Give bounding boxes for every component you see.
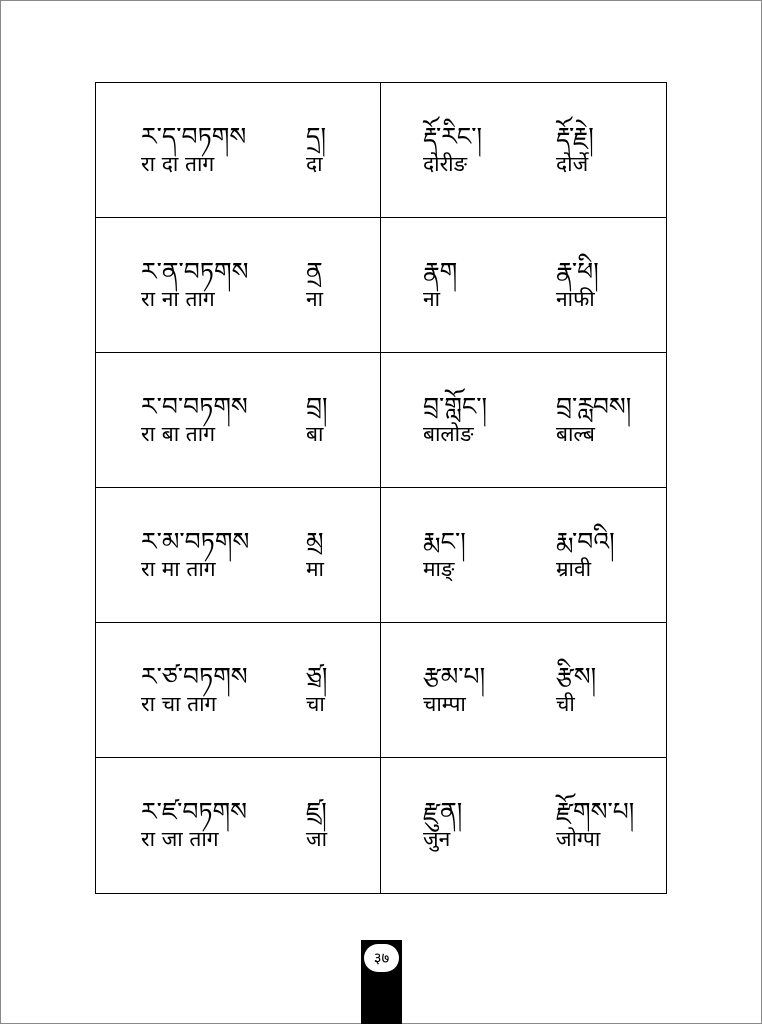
word-entry [556,258,599,312]
tibetan-text: བྲ་རླབས། [556,392,632,421]
word-entry [141,663,248,717]
word-entry [141,798,247,852]
tibetan-text: ནྲ [306,257,323,286]
devanagari-text: रा चा ताग [141,692,217,716]
table-cell [381,488,666,623]
table-cell [96,353,381,488]
word-entry [141,258,248,312]
devanagari-text: रा दा ताग [141,152,215,176]
word-entry [423,528,466,582]
word-entry [141,393,248,447]
word-entry [556,663,596,717]
table-cell [381,83,666,218]
table-cell [381,623,666,758]
tibetan-text: རྡོ་རྗེ། [556,122,594,151]
page-number-tab [361,940,402,1024]
tibetan-text: དྲ། [306,122,327,151]
tibetan-text: ར་ད་བཏགས [141,122,247,151]
word-entry [306,258,323,312]
word-entry [423,123,482,177]
page-number: ३७ [364,944,399,972]
word-entry [423,798,462,852]
table-cell [96,623,381,758]
tibetan-text: ར་ཛ་བཏགས [141,797,248,826]
devanagari-text: बाल्ब [556,422,595,446]
tibetan-text: རྩམ་པ། [423,662,486,691]
devanagari-text: नाफी [556,287,595,311]
tibetan-text: རྣ་ཕི། [556,257,599,286]
word-entry [141,528,249,582]
devanagari-text: म्रावी [556,557,592,581]
word-entry [306,798,327,852]
tibetan-text: ར་ན་བཏགས [141,257,249,286]
devanagari-text: ची [556,692,575,716]
devanagari-text: दा [306,152,323,176]
tibetan-text: ར་མ་བཏགས [141,527,250,556]
word-entry [306,123,326,177]
word-entry [556,123,594,177]
devanagari-text: बा [306,422,324,446]
devanagari-text: ना [306,287,324,311]
devanagari-text: चा [306,692,325,716]
devanagari-text: बालोङ [423,422,474,446]
devanagari-text: चाम्पा [423,692,466,716]
tibetan-text: རྨང་། [423,527,466,556]
devanagari-text: जुन [423,827,451,851]
tibetan-text: རྩིས། [556,662,597,691]
tibetan-text: རྣག [423,257,458,286]
word-entry [556,528,615,582]
devanagari-text: रा जा ताग [141,827,219,851]
table-cell [96,218,381,353]
table-cell [96,488,381,623]
tibetan-text: ར་ཙ་བཏགས [141,662,248,691]
word-entry [306,528,324,582]
word-entry [556,393,631,447]
table-cell [96,83,381,218]
table-cell [381,218,666,353]
devanagari-text: रा बा ताग [141,422,216,446]
word-entry [423,663,485,717]
devanagari-text: दोरीङ [423,152,467,176]
devanagari-text: ना [423,287,441,311]
word-entry [423,393,487,447]
table-cell [96,758,381,893]
devanagari-text: दोर्जे [556,152,589,176]
tibetan-text: ཙྲ། [306,662,328,691]
word-entry [306,393,328,447]
devanagari-text: जोग्पा [556,827,601,851]
tibetan-text: བྲ། [306,392,328,421]
devanagari-text: मा [306,557,324,581]
tibetan-text: ར་བ་བཏགས [141,392,248,421]
devanagari-text: माङ् [423,557,455,581]
word-entry [306,663,327,717]
tibetan-text: རྡོ་རིང་། [423,122,483,151]
word-entry [141,123,246,177]
tibetan-text: རྫུན། [423,797,463,826]
word-entry [423,258,457,312]
devanagari-text: जा [306,827,328,851]
devanagari-text: रा ना ताग [141,287,215,311]
table-cell [381,353,666,488]
tibetan-text: མྲ [306,527,324,556]
word-table [95,82,667,894]
table-cell [381,758,666,893]
tibetan-text: རྫོགས་པ། [556,797,635,826]
tibetan-text: ཛྲ། [306,797,327,826]
devanagari-text: रा मा ताग [141,557,216,581]
word-entry [556,798,634,852]
tibetan-text: རྨ་བའི། [556,527,615,556]
tibetan-text: བྲ་གློང་། [423,392,488,421]
